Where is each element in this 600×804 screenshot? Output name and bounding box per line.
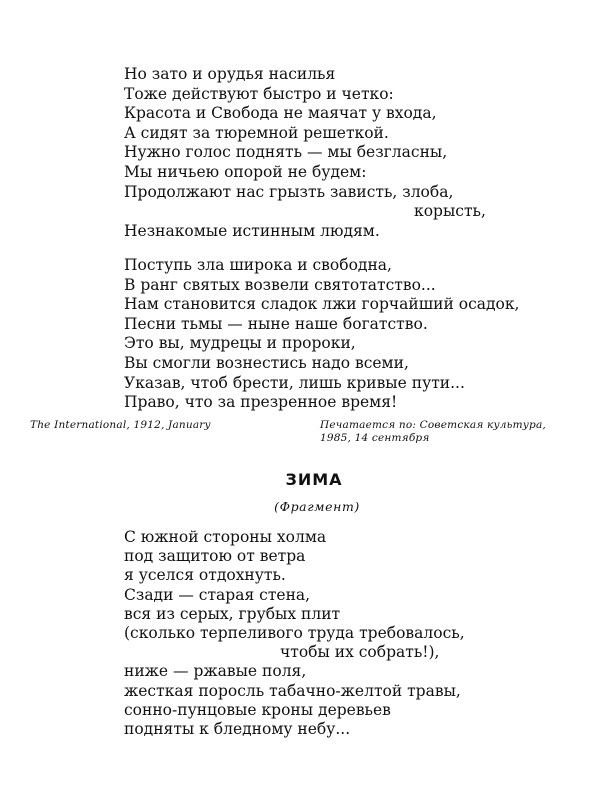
verse-line: Поступь зла широка и свободна,: [124, 256, 392, 274]
poem-winter-text: [124, 528, 465, 739]
verse-line: Указав, чтоб брести, лишь кривые пути...: [124, 373, 465, 392]
source-citation-reprint: [320, 419, 546, 445]
verse-line: Продолжают нас грызть зависть, злоба,: [124, 182, 454, 201]
verse-line: сонно-пунцовые кроны деревьев: [124, 700, 391, 719]
verse-line: Право, что за презренное время!: [124, 393, 398, 412]
verse-line: Нам становится сладок лжи горчайший осадок,: [124, 295, 520, 314]
source-citation-line: Печатается по: Советская культура,: [320, 419, 546, 431]
poem-title: ЗИМА: [285, 470, 343, 489]
poem-stanza-1: [124, 65, 486, 241]
verse-line: (сколько терпеливого труда требовалось,: [124, 624, 465, 643]
source-citation-original: The International, 1912, January: [30, 419, 211, 431]
verse-line: Вы смогли вознестись надо всеми,: [124, 353, 409, 372]
verse-line: Незнакомые истинным людям.: [124, 221, 380, 240]
verse-line: Красота и Свобода не маячат у входа,: [124, 104, 437, 123]
poem-subtitle: (Фрагмент): [274, 499, 360, 514]
verse-line: подняты к бледному небу...: [124, 720, 351, 739]
source-citation-line: 1985, 14 сентября: [320, 432, 430, 444]
verse-line-continuation: чтобы их собрать!),: [280, 643, 440, 662]
verse-line: А сидят за тюремной решеткой.: [124, 123, 389, 142]
verse-line: вся из серых, грубых плит: [124, 604, 341, 623]
verse-line: я уселся отдохнуть.: [124, 566, 286, 585]
poem-stanza-2: [124, 256, 519, 413]
verse-line: под защитою от ветра: [124, 547, 306, 566]
verse-line: Но зато и орудья насилья: [124, 65, 336, 83]
verse-line: С южной стороны холма: [124, 528, 327, 546]
verse-line: Песни тьмы — ныне наше богатство.: [124, 314, 428, 333]
verse-line: В ранг святых возвели святотатство...: [124, 275, 436, 294]
verse-line-continuation: корысть,: [414, 202, 486, 221]
verse-line: Тоже действуют быстро и четко:: [124, 84, 394, 103]
verse-line: Нужно голос поднять — мы безгласны,: [124, 143, 448, 162]
verse-line: Это вы, мудрецы и пророки,: [124, 334, 356, 353]
verse-line: ниже — ржавые поля,: [124, 662, 307, 681]
verse-line: Сзади — старая стена,: [124, 585, 311, 604]
verse-line: жесткая поросль табачно-желтой травы,: [124, 681, 461, 700]
verse-line: Мы ничьею опорой не будем:: [124, 162, 367, 181]
